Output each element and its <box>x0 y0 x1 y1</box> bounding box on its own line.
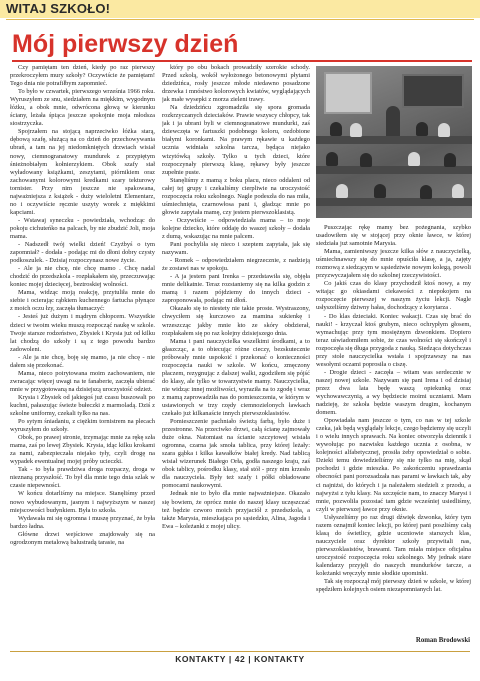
article-paragraph: Obok, po prawej stronie, trzymając mnie za rękę szła mama, zaś po lewej Zbysiek. Krysia, idąc kilku krokami za nami, zabezpieczała niejako tyły, czyli drogę na wypadek ewentualnej mojej próby ucieczki. <box>10 434 155 466</box>
footer-magazine-left: KONTAKTY <box>175 654 226 664</box>
article-paragraph: - Wstawaj syneczku - powiedziała, wchodząc do pokoju cichuteńko na palcach, by nie zbudzić Joli, moja mama. <box>10 216 155 240</box>
article-paragraph: - Ale ja nie chcę, boję się mamo, ja nie chcę - nie dałem się przekonać. <box>10 353 155 369</box>
article-paragraph: Jednak nie to było dla mnie najważniejsze. Okazało się bowiem, że oprócz mnie do naszej klasy uczęszczać też będzie czworo moich przyjaciół z przedszkola, a także Marysia, mieszkająca po sąsiedzku, Alina, Jagoda i Ewa – koleżanki z mojej ulicy. <box>162 490 310 530</box>
article-paragraph: - Ale ja nie chcę, nie chcę mamo . Chcę nadal chodzić do przedszkola - rozpłakałem się, przeczuwając koniec mojej dziecięcej, beztroskiej wolności. <box>10 265 155 289</box>
article-paragraph: Tak - to była prawdziwa droga rozpaczy, droga w nieznaną przyszłość. To był dla mnie tego dnia szlak w czasie niepewności. <box>10 466 155 490</box>
article-paragraph: Puszczając rękę mamy bez pożegnania, szybko usadowiłem się w stojącej przy oknie ławce, w której siedziała już samotnie Marysia. <box>316 224 471 248</box>
footer-separator: | <box>248 654 252 664</box>
photo-pupil <box>444 153 456 167</box>
article-paragraph: Co jakiś czas do klasy przychodził ktoś nowy, a my witając go okiasdami ciekawości z niepokojem na rozpoczęcie pierwszej w naszym życiu lekcji. Nagle usłyszeliśmy dziwny hałas, dochodzący z korytarza . <box>316 280 471 312</box>
article-paragraph: - Jesteś już dużym i mądrym chłopcem. Wszystkie dzieci w twoim wieku muszą rozpocząć naukę w szkole. Twoje starsze rodzeństwo, Zbysiek i Krysia już od kilku lat chodzą do szkoły i są z tego powodu bardzo zadowoleni. <box>10 313 155 353</box>
photo-desk-row <box>316 166 472 174</box>
article-paragraph: Główne drzwi wejściowe znajdowały się na ogrodzonym metalową balustradą tarasie, na <box>10 530 155 546</box>
article-paragraph: Czy pamiętam ten dzień, kiedy po raz pierwszy przekroczyłem mury szkoły? Oczywiście że pamiętam! Tego dnia nie potrafiłbym zapomnieć. <box>10 64 155 88</box>
article-paragraph: Pomieszczenie pachniało świeżą farbą, było duże i przestronne. Na przeciwko drzwi, całą ścianę zajmowały duże okna. Natomiast na ścianie szczytowej wisiała ogromna, czarna jak smoła tablica, przy której leżały: szara gąbka i kilka kawałków białej kredy. Nad tablicą wisiał wizerunek Białego Orła, godła naszego kraju, zaś obok tablicy, pośrodku klasy, stał stół - przy nim krzesło dla nauczyciela. Były też szafy i półki obładowane pomocami naukowymi. <box>162 418 310 490</box>
photo-desk-row <box>316 198 472 206</box>
article-column-2 <box>162 64 310 649</box>
photo-window <box>324 72 372 114</box>
header-divider <box>6 19 474 20</box>
photo-pupil <box>452 184 464 198</box>
article-paragraph: Okazało się to niestety nie takie proste. Wystraszony, chwyciłem się kurczowo za mamina sukienkę i wrzeszcząc jakby mnie kto ze skóry obdzierał, rozpłakałem się po raz kolejny dzisiejszego dnia. <box>162 305 310 337</box>
photo-pupil <box>374 184 386 198</box>
article-title: Mój pierwszy dzień <box>12 30 239 58</box>
article-paragraph: - Do klas dzieciaki. Koniec wakacji. Czas się brać do nauki! - krzyczał ktoś grubym, nieco ochrypłym głosem, wymachując przy tym mosiężnym dzwonkiem. Dopiero teraz uświadomiłem sobie, że czas wolności się skończył i rozpoczęła się długa przygoda z nauką. Siedząca dotychczas przy stole nauczycielka wstała i spojrzawszy na nas wesołymi oczami poprosiła o ciszę. <box>316 312 471 368</box>
photo-pupil <box>336 184 348 198</box>
photo-pupil <box>326 152 338 166</box>
photo-pupil <box>416 122 428 136</box>
article-paragraph: Spojrzałem na stojącą naprzeciwko łóżka starą, dębową szafę, służącą na co dzień do przechowywania ubrań, a tam na jej niedomkniętych drzwiach wisiał nowy, ciemnogranatowy mundurek z przypiętym śnieżnobiałym kołnierzykiem. Obok szafy stał wyładowany książkami, zeszytami, piórnikiem oraz zachowanymi kolorowymi kredkami szary tekturowy tornister. Przy nim jeszcze nie spakowana, najważniejsza z książek - duży wieloletni Elementarz, no i oczywiście ręcznie uszyty worek z miękkimi kapciami. <box>10 128 155 216</box>
article-paragraph: - Oczywiście – odpowiedziała mama – to moje kolejne dziecko, które oddaję do waszej szkoły – dodała z dumą, wskazując na mnie palcem. <box>162 216 310 240</box>
photo-teacher-figure <box>386 106 400 140</box>
article-paragraph: Mama, widząc moją reakcję, przytuliła mnie do siebie i ocierając rąbkiem kuchennego fartucha płynące z moich oczu łzy, zaczęła tłumaczyć: <box>10 289 155 313</box>
photo-pupil <box>438 123 450 137</box>
photo-pupil <box>350 123 362 137</box>
article-paragraph: który po obu bokach prowadziły szerokie schody. Przed szkołą, wokół wyłożonego betonowymi płytami dziedzińca, rosły jeszcze młode niedawno posadzone drzewka i mnóstwo kolorowych kwiatów, wyglądających jak małe wysepki z morza zieleni trawy. <box>162 64 310 104</box>
article-paragraph: Wydawała mi się ogromna i muszę przyznać, że była bardzo ładna. <box>10 514 155 530</box>
article-paragraph: Po sytym śniadaniu, z ciężkim tornistrem na plecach wyruszyłem do szkoły. <box>10 418 155 434</box>
article-paragraph: Opowiadała nam jeszcze o tym, co nas w tej szkole czeka, jak będą wyglądały lekcje, czego będziemy się uczyli i o wielu innych sprawach. Na koniec otworzyła dziennik i wywołując po nazwisku każdego ucznia z osobna, w kolejności alfabetycznej, prosiła żeby opowiedział o sobie. Dzieki temu dowiedzieliśmy się nie tylko na mię, skąd pochodzi i gdzie mieszka. Po zakończeniu sprawdzania obecności pani porozsadzała nas parami w ławkach tak, aby ci najniżsi, do których i ja należałem siedzieli z przodu, a najwyżsi z tyłu klasy. Na szczęście nam, to znaczy Marysi i mnie, pozwoliła pozostać tam gdzie wcześniej usiedliśmy, czyli w pierwszej ławce przy oknie. <box>316 417 471 513</box>
footer-magazine-right: KONTAKTY <box>254 654 305 664</box>
page-footer <box>0 654 480 668</box>
article-paragraph: - A ja jestem pani Irenka – przedstawiła się, objęła mnie delikatnie. Teraz rozstaniemy się na kilka godzin z mamą i razem pójdziemy do innych dzieci - zaproponowała, podając mi dłoń. <box>162 273 310 305</box>
article-paragraph: Stanęliśmy z mamą z boku placu, nieco oddaleni od całej tej grupy i czekaliśmy cierpliwie na uroczystość rozpoczęcia roku szkolnego. Nagle podeszła do nas miła, uśmiechnięta, czarnowłosa pani i, gładząc mnie po głowie zapytała mamę, czy jestem pierwszoklasistą. <box>162 176 310 216</box>
article-paragraph: Krysia i Zbysiek od jakiegoś już czasu buszowali po kuchni, pałaszując świeże bułeczki z marmoladą. Dziś z szkolne uniformy, czekali tylko na nas. <box>10 393 155 418</box>
photo-blackboard <box>402 74 464 108</box>
article-paragraph: Pani pochyliła się nieco i szeptem zapytała, jak się nazywam. <box>162 241 310 257</box>
photo-pupil <box>408 152 420 166</box>
footer-divider <box>10 651 470 652</box>
article-paragraph: Mama i pani nauczycielka wszelkimi środkami, a to głaszcząc, a to obiecując różne cieczy, bezskutecznie próbowały mnie uspokoić i przekonać o konieczności rozpoczęcia nauki w szkole. W końcu, zmęczony płaczem, rezygnując z dalszej walki, zgodziłem się pójść do klasy, ale tylko w towarzystwie mamy. Nauczycielka, nie widząc innej możliwości, wyraziła na to zgodę i wraz z mamą zaprowadziła nas do pomieszczenia, w którym w ustawionych w trzy rzędy ciemnozielonych ławkach czekało już kilkanaście innych pierwszoklasistów. <box>162 337 310 418</box>
title-underline <box>12 60 472 62</box>
article-paragraph: Tak się rozpoczął mój pierwszy dzień w szkole, w której spędziłem kolejnych osiem niezapomnianych lat. <box>316 578 471 594</box>
footer-separator: | <box>228 654 232 664</box>
article-paragraph: Mama, nieco poirytowana moim zachowaniem, nie zwracając więcej uwagi na te fanaberie, zaczęła ubierać mnie w przygotowaną na dzisiejszą uroczystość odzież. <box>10 369 155 393</box>
photo-pupil <box>330 122 342 136</box>
article-paragraph: To było w czwartek, pierwszego września 1966 roku. Wyruszyłem ze snu, siedziałem na miękkim, wygodnym łóżku, a obok mnie, odwrócona głową w kierunku ściany, leżała śpiąca jeszcze spokojnie moja młodsza siostrzyczka. <box>10 88 155 128</box>
photo-pupil <box>360 153 372 167</box>
author-signature: Roman Brodowski <box>415 637 470 644</box>
section-label: WITAJ SZKOŁO! <box>6 1 111 16</box>
classroom-photo <box>316 66 472 218</box>
article-paragraph: Na dziedzińcu zgromadziła się spora gromada rozkrzyczanych dzieciaków. Prawie wszyscy chłopcy, tak jak i ja ubrani byli w ciemnogranatowe mundurki, zaś dziewczęta w fartuszki podobnego koloru, ozdobione białymi koronkami. Na prawym rękawie u każdego ucznia widniała szkolna tarcza, będąca niejako wizytówką szkoły. Tylko u tych dzieci, które rozpoczynały pierwszą klasę, rękawy były jeszcze zupełnie puste. <box>162 104 310 176</box>
photo-desk-row <box>316 136 472 144</box>
article-column-3 <box>316 224 471 634</box>
article-paragraph: W końcu dotarliśmy na miejsce. Stanęliśmy przed nowo wybudowanym, jasnym i najwyższym w naszej miejscowości budynkiem. Była to szkoła. <box>10 490 155 514</box>
article-paragraph: - Nadszedł twój wielki dzień! Czyżbyś o tym zapomniał? - dodała - podając mi do dłoni dobry czysty podkoszulek. - Dzisiaj rozpoczynasz nowe życie. <box>10 241 155 265</box>
article-paragraph: - Drogie dzieci - zaczęła – witam was serdecznie w naszej nowej szkole. Nazywam się pani Irena i od dzisiaj przez dwa lata będę waszą opiekunką oraz wychowawczynią, a wy będziecie moimi uczniami. Mam nadzieję, że szkoła będzie waszym drugim, kochanym domem. <box>316 368 471 417</box>
article-paragraph: Mama, zamieniwszy jeszcze kilka słów z nauczycielką, uśmiechnawszy się do mnie opuściła klasę, a ja, zajęty rozmową z siedzącym w sąsiedztwie nowym kolegą, powoli przyzwyczajałem się do szkolnej rzeczywistości. <box>316 248 471 280</box>
article-paragraph: Usłyszeliśmy po raz drugi dźwięk dzwonka, który tym razem oznajmił koniec lekcji, po której pani poszliśmy całą klasą do świetlicy, gdzie uczniowie starszych klas, nauczyciele oraz dyrektor szkoły przywitali nas, pierwszoklasistów, brawami. Tam miała miejsce oficjalna uroczystość rozpoczęcia roku szkolnego. My jednak stare kalendarzy przyjęli do naszych mundurków tarcze, a koleżanki wręczyły mnie słodkie upominki. <box>316 513 471 578</box>
page-number: 42 <box>234 654 246 664</box>
article-column-1 <box>10 64 155 649</box>
photo-pupil <box>420 185 432 199</box>
article-paragraph: - Romek – odpowiedziałem niegrzecznie, z nadzieją że zostawi nas w spokoju. <box>162 257 310 273</box>
